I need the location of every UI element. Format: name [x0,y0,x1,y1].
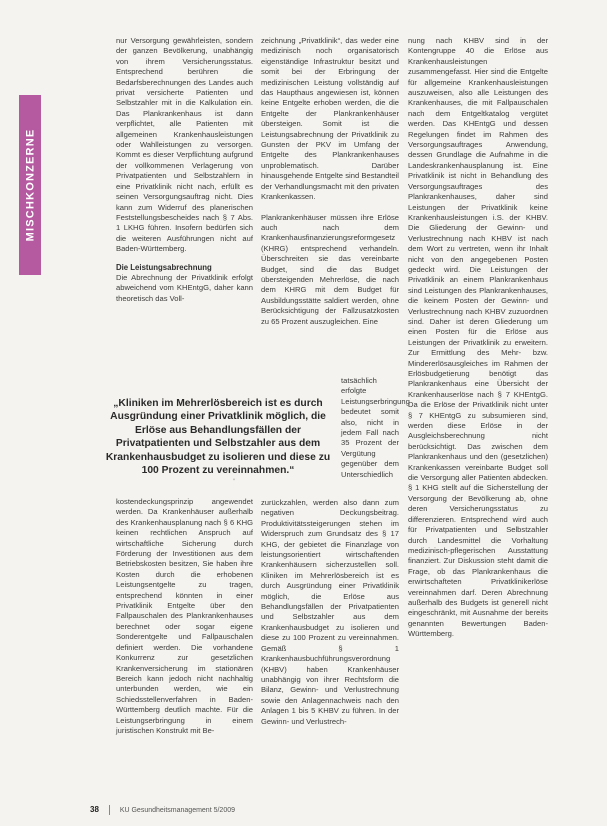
column-2-lower [261,498,399,727]
footer-divider [109,805,110,815]
col2-paragraph: zeichnung „Privatklinik“, das weder eine medizinisch noch organisatorisch eigenständige Infrastruktur besitzt und somit bei der Erbringung der medizinischen Leistung vollständig auf das Haupthaus angewiesen ist, können keine Entgelte erhoben werden, die die Entgelte der Plankrankenhäuser übersteigen. Somit ist die Leistungsabrechnung der Privatklinik zu Gunsten der PKV im Umfang der Entgelte des Plankrankenhauses unproblematisch. Darüber hinausgehende Entgelte sind Bestandteil der Verhandlungsmacht mit den privaten Krankenkassen. [261,36,399,202]
col2-paragraph-2: Plankrankenhäuser müssen ihre Erlöse auch nach dem Krankenhausfinanzierungsreformgesetz (KHRG) entsprechend verhandeln. Überschreiten sie das vereinbarte Budget, sind die das Budget übersteigenden Mehrerlöse, die nach dem KHRG mit dem Budget für Ausbildungsstätte saldiert werden, ohne Berücksichtigung der Fallzusatzkosten zu 65 Prozent auszugleichen. Eine [261,212,399,326]
pull-quote: „Kliniken im Mehrerlösbereich ist es durch Ausgründung einer Privatklinik möglich, die Erlöse aus Behandlungsfällen der Privatpatienten und Selbstzahler aus dem Krankenhausbudget zu isolieren und diese zu 100 Prozent zu vereinnahmen.“ [105,398,331,477]
column-1-upper [116,36,253,304]
col2b-paragraph: zurückzahlen, werden also dann zum negativen Deckungsbeitrag. Produktivitätssteigerungen stehen im Widerspruch zum Grundsatz des § 17 KHG, der gebietet die Finanzlage von leistungsorientiert wirtschaftenden Krankenhäusern sicherzustellen soll. Kliniken im Mehrerlösbereich ist es durch Ausgründung einer Privatklinik möglich, die Erlöse aus Behandlungsfällen der Privatpatienten und Selbstzahler aus dem Krankenhausbudget zu isolieren und diese zu 100 Prozent zu vereinnahmen. Gemäß § 1 Krankenhausbuchführungsverordnung (KHBV) haben Krankenhäuser unabhängig von ihrer Rechtsform die Bilanz, Gewinn- und Verlustrechnung sowie den Anlagennachweis nach den Anlagen 1 bis 5 KHBV zu führen. In der Gewinn- und Verlustrech- [261,498,399,726]
section-label [19,95,41,275]
column-1-lower [116,497,253,736]
col1-paragraph: nur Versorgung gewährleisten, sondern der ganzen Bevölkerung, unabhängig von ihrem Versicherungsstatus. Entsprechend berühren die Bedarfsberechnungen des Landes auch privat versicherte Patienten und Selbstzahler mit in die Kalkulation ein. Das Plankrankenhaus ist dann verpflichtet, alle Patienten mit allgemeinen Krankenhausleistungen oder Wahlleistungen zu versorgen. Kommt es dieser Verpflichtung aufgrund der vollkommenen Verlagerung von Privatpatienten und Selbstzahlern in eine Privatklinik nicht nach, erfüllt es seinen Versorgungsauftrag nicht. Dies kann zum Widerruf des planerischen Feststellungsbescheides nach § 7 Abs. 1 LKHG führen. Insofern bedürfen sich die weiteren Ausführungen nicht auf Baden-Württemberg. [116,36,253,254]
pull-quote-mark: “ [233,479,235,485]
section-label-text: MISCHKONZERNE [24,128,36,242]
column-2-wrap [341,376,410,480]
subheading-leistungsabrechnung: Die Leistungsabrechnung [116,262,212,272]
col1-paragraph-2: Die Abrechnung der Privatklinik erfolgt abweichend vom KHEntgG, daher kann theoretisch das Voll- [116,272,253,303]
col3-paragraph: nung nach KHBV sind in der Kontengruppe 40 die Erlöse aus Krankenhausleistungen zusammengefasst. Hier sind die Entgelte für allgemeine Krankenhausleistungen auszuweisen, also alle Leistungen des Krankenhauses, die mit Fallpauschalen nach dem Entgeltkatalog vergütet werden. Das KHEntgG und dessen Regelungen findet im Rahmen des Versorgungsauftrages Anwendung, dessen Grundlage die Aufnahme in die Landeskrankenhausplanung ist. Eine Privatklinik ist nicht in Behandlung des Versorgungsauftrages des Plankrankenhauses, daher sind Leistungen der Privatklinik keine Krankenhausleistungen i.S. der KHBV. Die Gliederung der Gewinn- und Verlustrechnung nach KHBV ist nach dem Wort zu vertreten, wenn ihr Inhalt nicht von den angegebenen Posten gedeckt wird. Die Leistungen der Privatklinik an einem Plankrankenhaus sind Leistungen des Plankrankenhauses, die keinem Posten der Gewinn- und Verlustrechnung nach KHBV zuzuordnen sind. Daher ist deren Gliederung um einen Posten für die Erlöse aus Leistungen der Privatklinik zu erweitern. Zur Ermittlung des Mehr- bzw. Mindererlösausgleiches im Rahmen der Erlösbudgetierung benötigt das Plankrankenhaus eine Übersicht der Krankenhauserlöse nach § 7 KHEntgG. Da die Erlöse der Privatklinik nicht unter § 7 KHEntgG zu subsumieren sind, werden diese Erlöse in der Ausgleichsberechnung nicht berücksichtigt. Das zwischen dem Plankrankenhaus und den (gesetzlichen) Krankenkassen vereinbarte Budget soll die Versorgung aller Patienten abdecken. § 1 KHG stellt auf die Sicherstellung der Versorgung der Bevölkerung ab, ohne deren Versicherungsstatus zu differenzieren. Entsprechend wird auch für Privatpatienten und Selbstzahler durch Landesmittel die Vorhaltung medizinisch-pflegerischen Ausstattung finanziert. Zur Diskussion steht damit die Frage, ob das Plankrankenhaus die erwirtschafteten Privatklinikerlöse vereinnahmen darf. Deren Abrechnung außerhalb des Budgets ist generell nicht eingeschränkt, mit Ausnahme der bereits genannten Bewertungen Baden-Württemberg. [408,36,548,639]
journal-name: KU Gesundheitsmanagement 5/2009 [119,807,235,814]
page-footer [90,805,235,815]
col2-wrap-paragraph: tatsächlich erfolgte Leistungserbringung bedeutet somit also, nicht in jedem Fall nach 35 Prozent der Vergütung gegenüber dem Unterschiedlich [341,376,410,479]
column-3 [408,36,548,640]
page-number: 38 [90,805,99,814]
column-2-upper [261,36,399,327]
col1b-paragraph: kostendeckungsprinzip angewendet werden. Da Krankenhäuser außerhalb des Krankenhausplanung nach § 6 KHG keinen rechtlichen Anspruch auf wirtschaftliche Sicherung durch Förderung der Investitionen aus dem Betriebskosten besitzen, Sie haben ihre Kosten durch die erhobenen Leistungsentgelte zu tragen, entsprechend könnten in einer Privatklinik Entgelte über den Fallpauschalen des Plankrankenhauses berechnet oder sogar eigene Sonderentgelte und Fallpauschalen definiert werden. Die vorhandene Konkurrenz zur gesetzlichen Krankenversicherung im stationären Bereich kann jedoch nicht nachhaltig unterbunden werden, wie ein Schiedsstellenverfahren in Baden-Württemberg deutlich machte. Für die Leistungserbringung in einem juristischen Konstrukt mit Be- [116,497,253,735]
